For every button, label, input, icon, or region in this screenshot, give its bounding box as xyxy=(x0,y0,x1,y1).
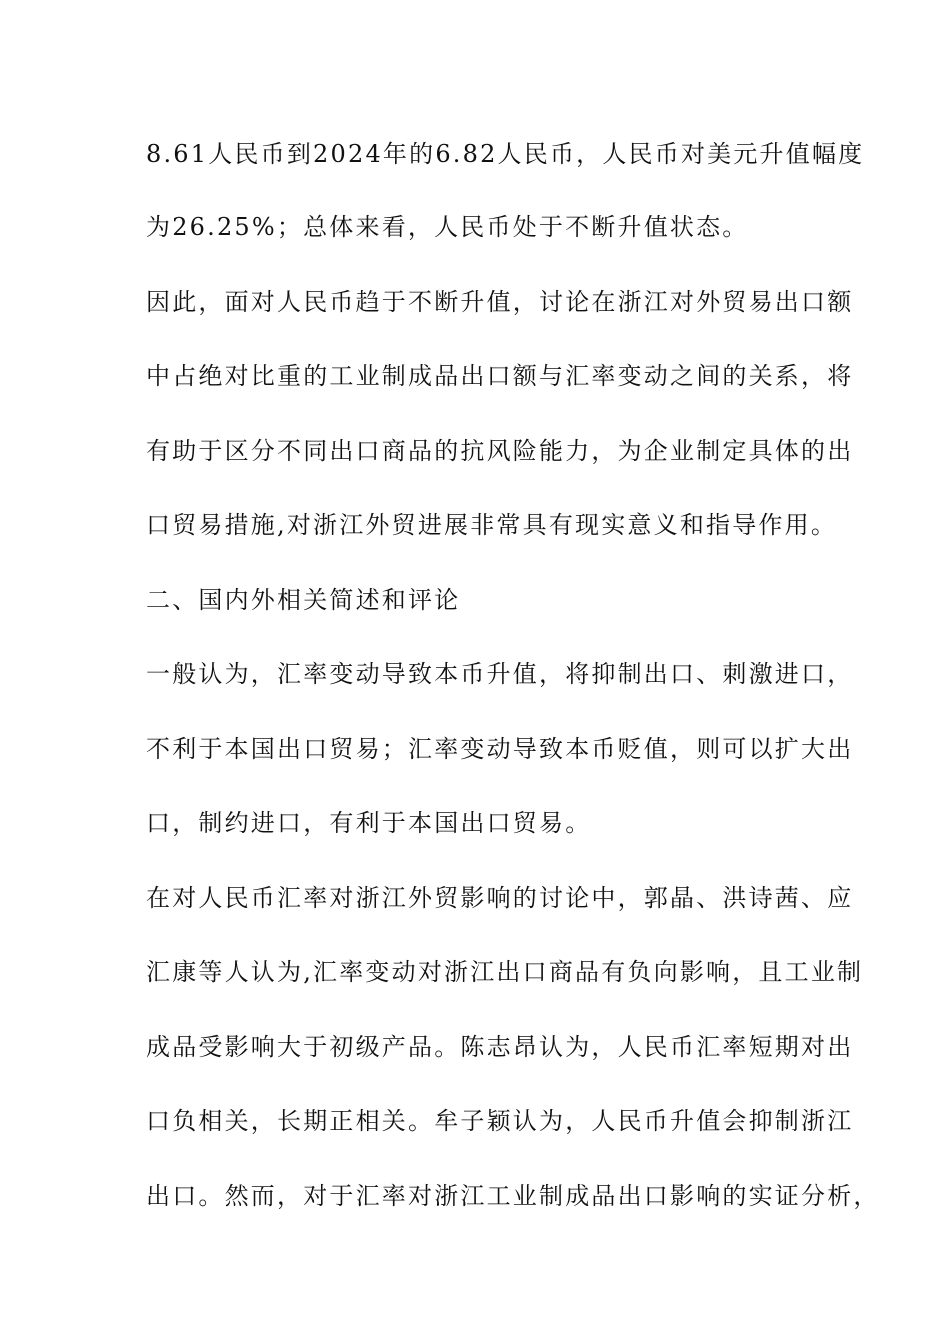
text-line: 因此，面对人民币趋于不断升值，讨论在浙江对外贸易出口额 xyxy=(146,288,854,316)
text-line: 口，制约进口，有利于本国出口贸易。 xyxy=(146,809,592,837)
text-line: 为26.25%；总体来看，人民币处于不断升值状态。 xyxy=(146,213,749,241)
text-line: 有助于区分不同出口商品的抗风险能力，为企业制定具体的出 xyxy=(146,437,854,465)
text-line: 汇康等人认为,汇率变动对浙江出口商品有负向影响，且工业制 xyxy=(146,958,864,986)
section-heading: 二、国内外相关简述和评论 xyxy=(146,586,461,614)
text-line: 在对人民币汇率对浙江外贸影响的讨论中，郭晶、洪诗茜、应 xyxy=(146,884,854,912)
text-line: 不利于本国出口贸易；汇率变动导致本币贬值，则可以扩大出 xyxy=(146,735,854,763)
text-line: 出口。然而，对于汇率对浙江工业制成品出口影响的实证分析， xyxy=(146,1182,880,1210)
text-line: 中占绝对比重的工业制成品出口额与汇率变动之间的关系，将 xyxy=(146,362,854,390)
text-line: 一般认为，汇率变动导致本币升值，将抑制出口、刺激进口， xyxy=(146,660,854,688)
text-line: 成品受影响大于初级产品。陈志昂认为，人民币汇率短期对出 xyxy=(146,1033,854,1061)
text-line: 口负相关，长期正相关。牟子颖认为，人民币升值会抑制浙江 xyxy=(146,1107,854,1135)
text-line: 口贸易措施,对浙江外贸进展非常具有现实意义和指导作用。 xyxy=(146,511,838,539)
text-line: 8.61人民币到2024年的6.82人民币，人民币对美元升值幅度 xyxy=(146,140,865,168)
